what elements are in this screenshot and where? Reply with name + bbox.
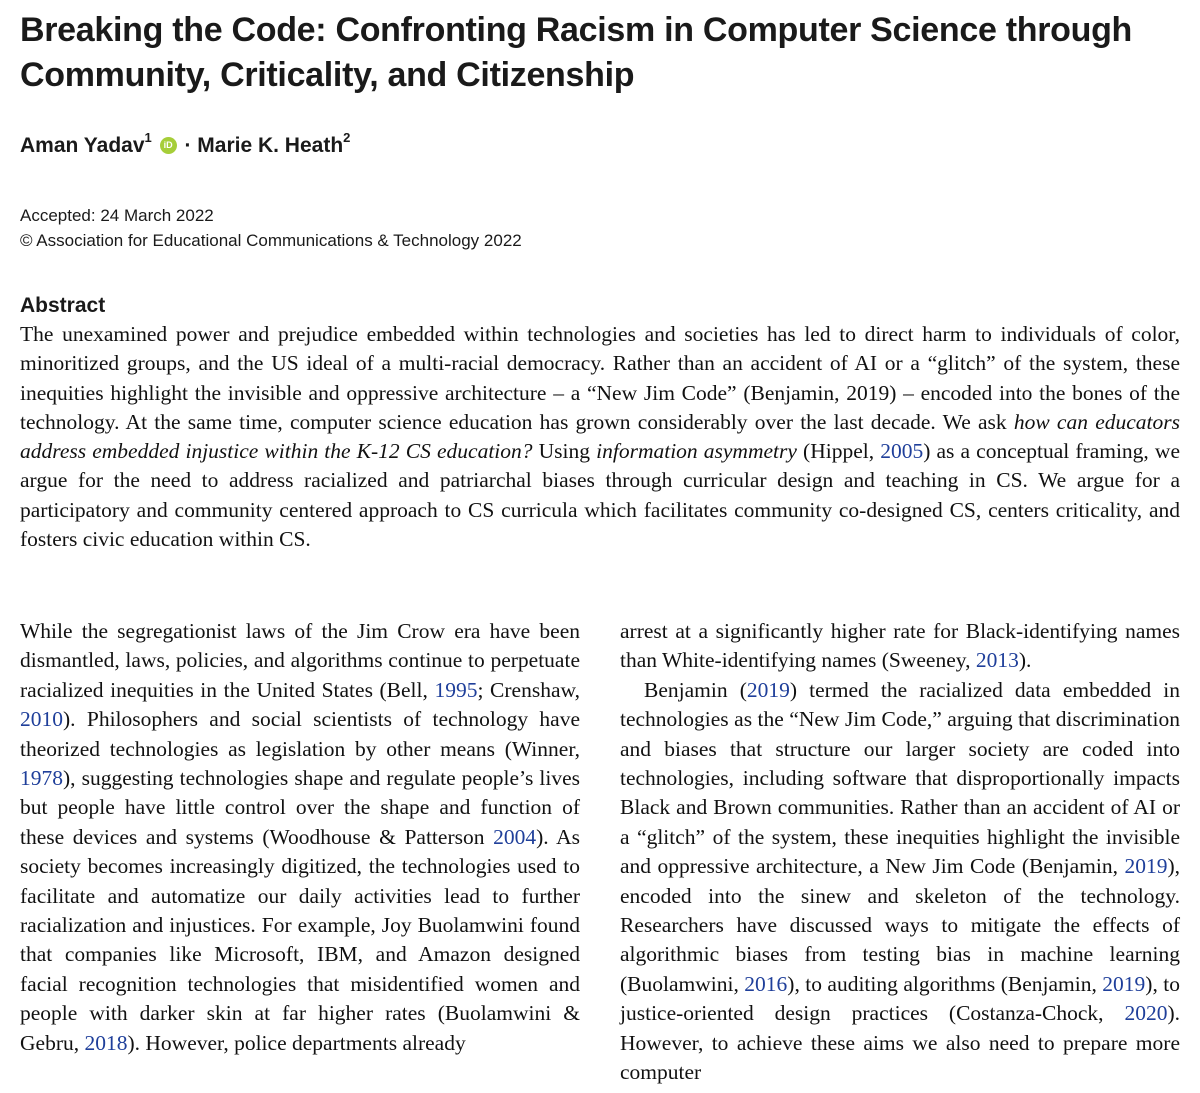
body-paragraph (620, 676, 1180, 1088)
abstract-segment: ) as a conceptual framing, we argue for the need to address racialized and patriarchal biases through curricular design and teaching in CS. We argue for a participatory and community centered approach to CS curricula which facilitates community co-designed CS, centers criticality, and fosters civic education within CS. (20, 439, 1180, 552)
citation-link[interactable]: 2020 (1124, 1001, 1168, 1026)
abstract-question: how can educators address embedded injustice within the K-12 CS education? (20, 409, 1180, 464)
body-paragraph (620, 617, 1180, 676)
abstract-term: information asymmetry (596, 439, 797, 464)
body-text-segment: ). However, police departments already (127, 1030, 466, 1055)
body-column-left (20, 617, 580, 1058)
abstract-heading: Abstract (20, 294, 106, 317)
body-text-segment: ). (1018, 648, 1032, 673)
author-name: Aman Yadav (20, 134, 145, 157)
abstract-segment: (Hippel, (796, 439, 881, 464)
citation-link[interactable]: 2004 (493, 824, 537, 849)
body-text-segment: ) termed the racialized data embedded in technologies as the “New Jim Code,” arguing that discrimination and biases that structure our larger society are coded into technologies, including software that disproportionally impacts Black and Brown communities. Rather than an accident of AI or a “glitch” of the system, these inequities highlight the invisible and oppressive architecture, a New Jim Code (Benjamin, (620, 677, 1180, 879)
citation-link[interactable]: 2013 (975, 648, 1019, 673)
body-text-segment: While the segregationist laws of the Jim Crow era have been dismantled, laws, policies, and algorithms continue to perpetuate racialized inequities in the United States (Bell, (20, 619, 580, 702)
abstract-text (20, 320, 1180, 554)
body-text-segment: arrest at a significantly higher rate for Black-identifying names than White-identifying names (Sweeney, (620, 619, 1180, 673)
author-affiliation: 2 (343, 130, 351, 145)
author-separator: · (184, 134, 192, 157)
copyright-line: © Association for Educational Communications & Technology 2022 (20, 231, 522, 250)
citation-link[interactable]: 2019 (1102, 971, 1146, 996)
orcid-icon[interactable]: iD (160, 137, 177, 154)
author-affiliation: 1 (144, 130, 152, 145)
body-paragraph (20, 617, 580, 1058)
body-text-segment: ). However, to achieve these aims we also need to prepare more computer (620, 1001, 1180, 1085)
author-name: Marie K. Heath (197, 134, 344, 157)
article-meta (20, 203, 522, 253)
citation-link[interactable]: 2019 (1124, 854, 1168, 879)
author-list (20, 132, 350, 158)
body-text-segment: Benjamin ( (644, 677, 747, 702)
body-text-segment: ), encoded into the sinew and skeleton of the technology. Researchers have discussed ways to mitigate the effects of algorithmic biases from testing bias in machine learning (Buolamwini, (620, 854, 1180, 996)
citation-link[interactable]: 2016 (744, 971, 788, 996)
body-text-segment: ), to auditing algorithms (Benjamin, (787, 971, 1103, 996)
citation-link[interactable]: 2019 (746, 677, 790, 702)
accepted-date: Accepted: 24 March 2022 (20, 206, 214, 225)
citation-link[interactable]: 2010 (20, 707, 63, 732)
body-text-segment: ), to justice-oriented design practices (Costanza-Chock, (620, 971, 1180, 1026)
citation-link[interactable]: 2018 (84, 1030, 128, 1055)
abstract-segment: Using (532, 439, 597, 464)
body-text-segment: ). Philosophers and social scientists of technology have theorized technologies as legislation by other means (Winner, (20, 707, 580, 761)
paper-title: Breaking the Code: Confronting Racism in Computer Science through Community, Criticality, and Citizenship (20, 11, 1133, 94)
abstract-segment: The unexamined power and prejudice embedded within technologies and societies has led to direct harm to individuals of color, minoritized groups, and the US ideal of a multi-racial democracy. Rather than an accident of AI or a “glitch” of the system, these inequities highlight the invisible and oppressive architecture – a “New Jim Code” (Benjamin, 2019) – encoded into the bones of the technology. At the same time, computer science education has grown considerably over the last decade. We ask (20, 322, 1180, 434)
body-text-segment: ; Crenshaw, (477, 677, 580, 702)
body-column-right (620, 617, 1180, 1088)
body-text-segment: ), suggesting technologies shape and regulate people’s lives but people have little control over the shape and function of these devices and systems (Woodhouse & Patterson (20, 766, 580, 849)
citation-link[interactable]: 1995 (434, 677, 478, 702)
citation-link[interactable]: 2005 (880, 439, 924, 464)
body-text-segment: ). As society becomes increasingly digitized, the technologies used to facilitate and automatize our daily activities lead to further racialization and injustices. For example, Joy Buolamwini found that companies like Microsoft, IBM, and Amazon designed facial recognition technologies that misidentified women and people with darker skin at far higher rates (Buolamwini & Gebru, (20, 824, 580, 1055)
citation-link[interactable]: 1978 (20, 766, 63, 791)
